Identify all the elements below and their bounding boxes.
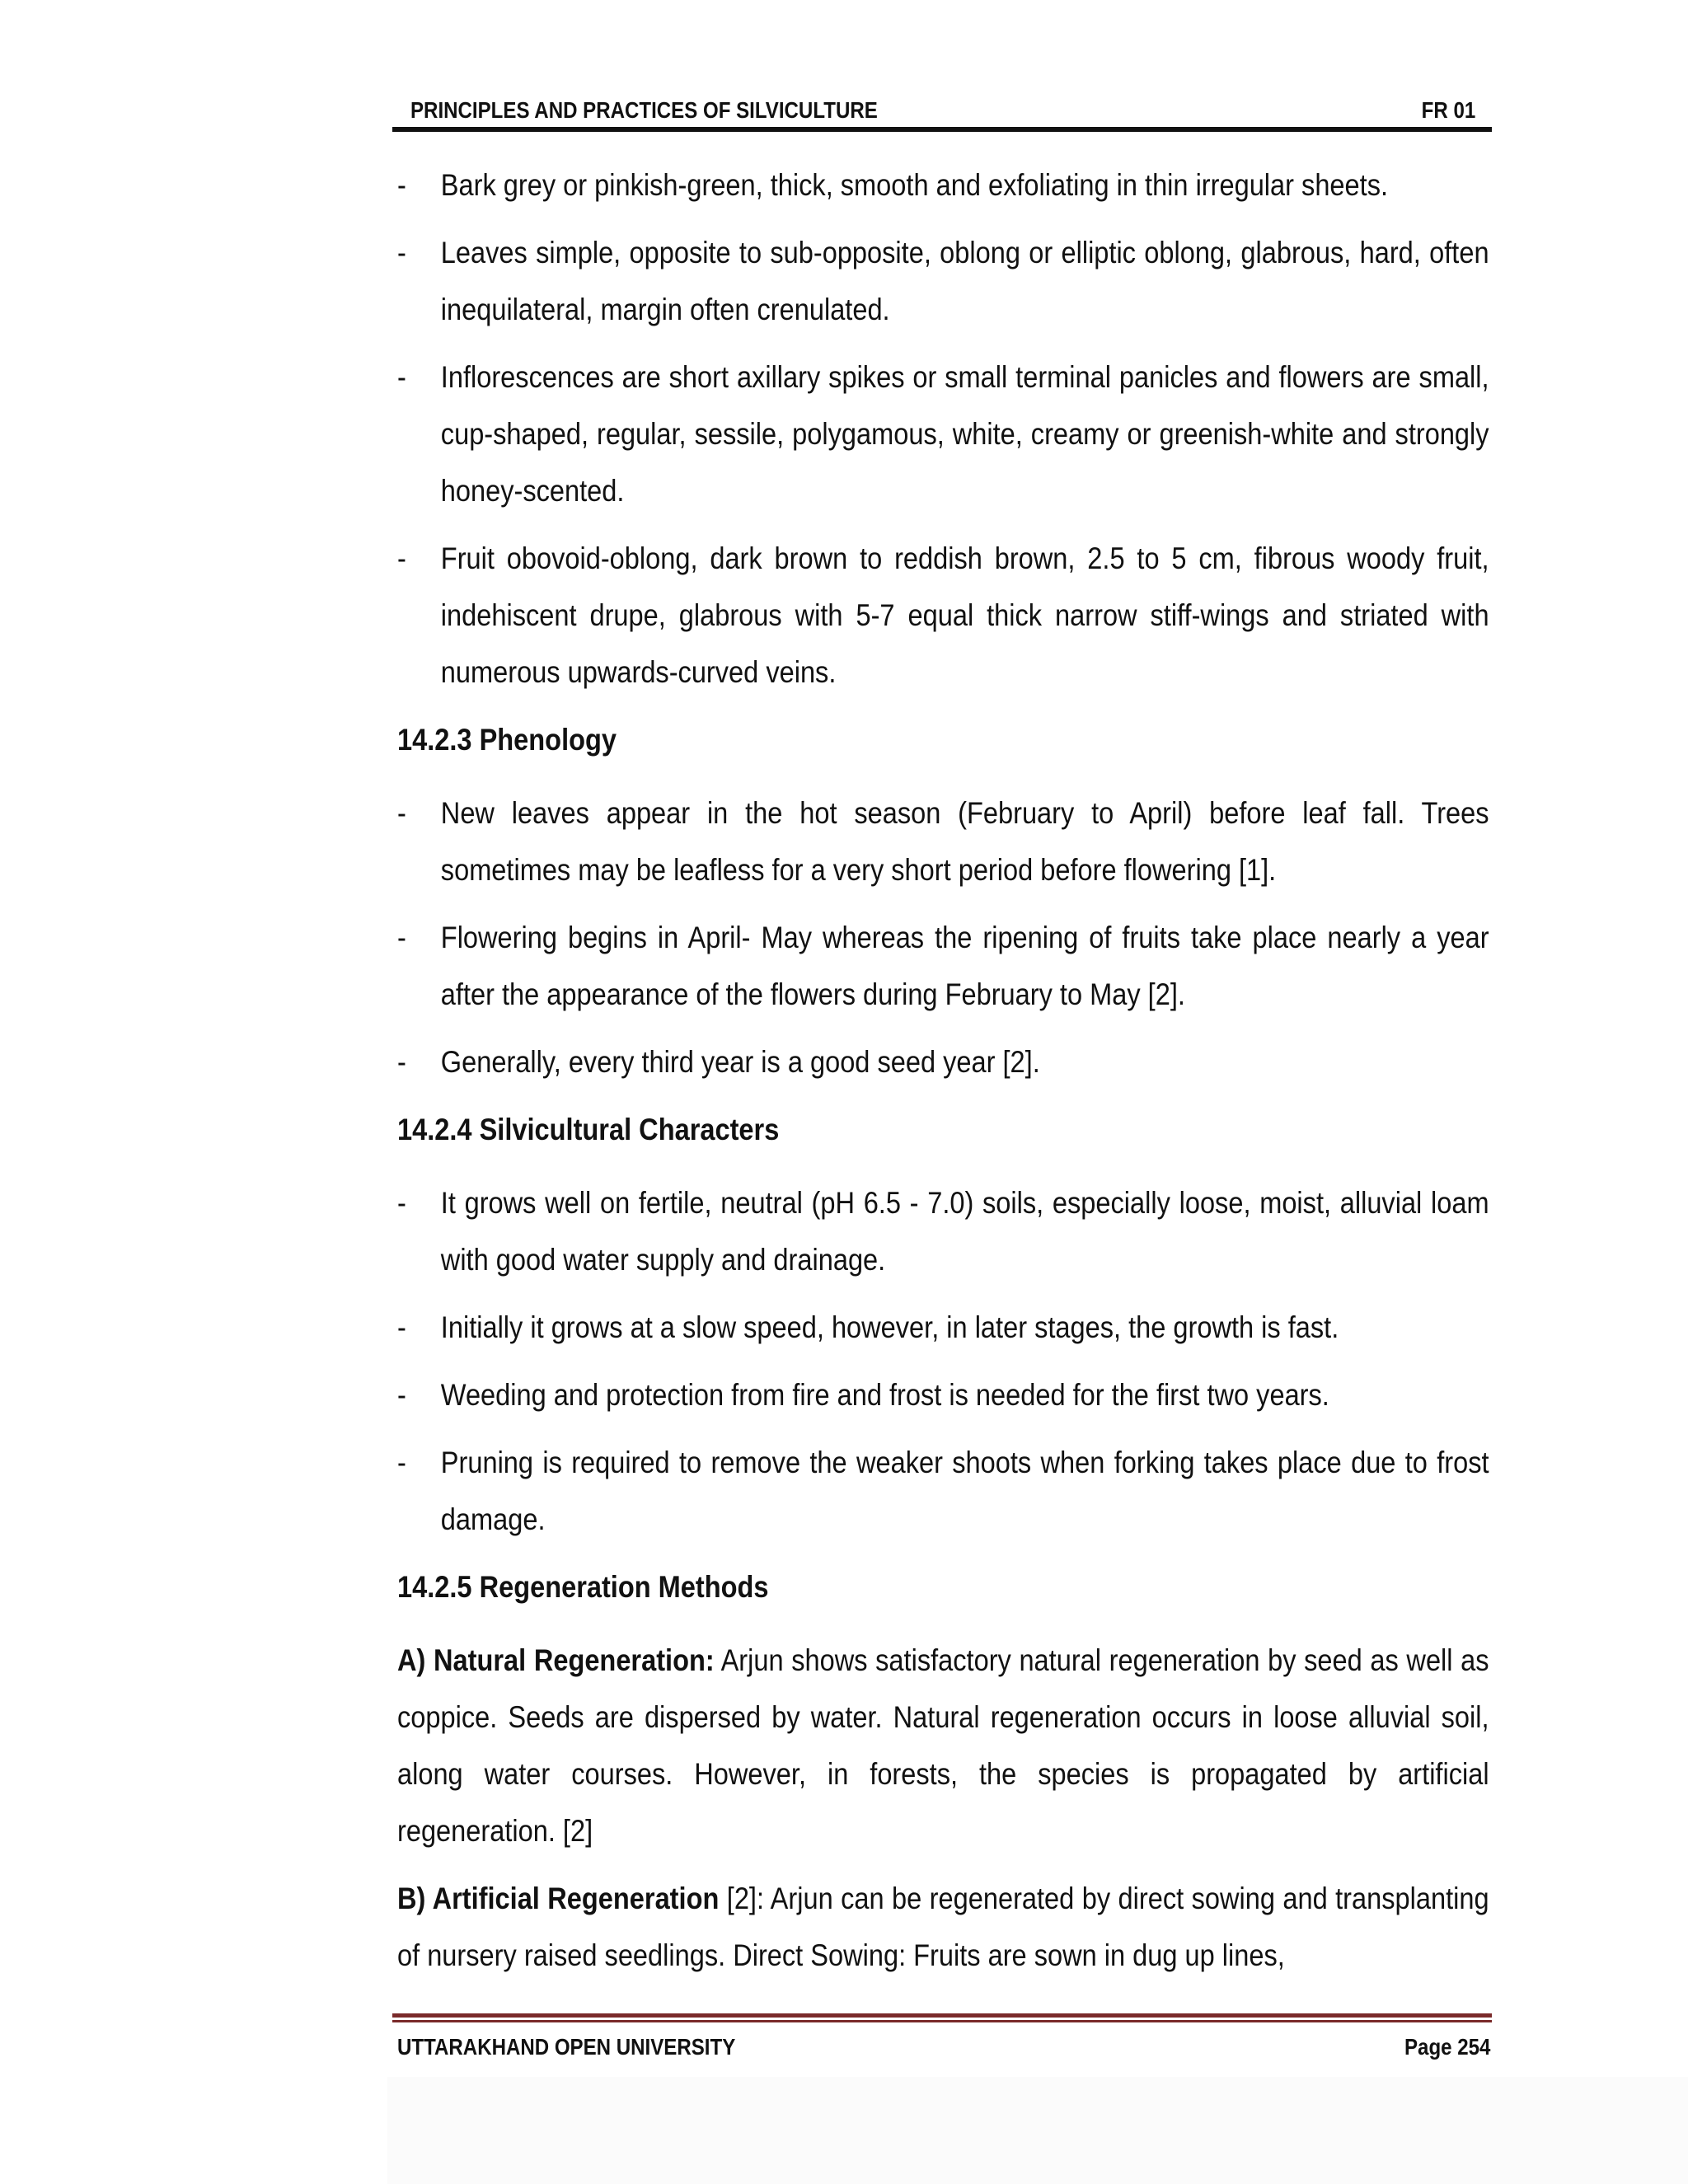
list-item xyxy=(397,1033,1489,1090)
list-item-text: Fruit obovoid-oblong, dark brown to reddish brown, 2.5 to 5 cm, fibrous woody fruit, indehiscent drupe, glabrous with 5-7 equal thick narrow stiff-wings and striated with numerous upwards-curved veins. xyxy=(440,541,1489,689)
bullet-dash: - xyxy=(397,921,406,954)
list-item-text: Inflorescences are short axillary spikes or small terminal panicles and flowers are small, cup-shaped, regular, sessile, polygamous, white, creamy or greenish-white and strongly honey-scented. xyxy=(440,360,1489,508)
artificial-regeneration-text: [2]: Arjun can be regenerated by direct sowing and transplanting of nursery raised seedlings. Direct Sowing: Fruits are sown in dug up lines, xyxy=(397,1882,1489,1972)
header-course-code: FR 01 xyxy=(1421,97,1475,123)
bullet-dash: - xyxy=(397,360,406,394)
footer-rule xyxy=(392,2013,1492,2018)
list-item xyxy=(397,909,1489,1023)
list-item xyxy=(397,530,1489,701)
header-title: PRINCIPLES AND PRACTICES OF SILVICULTURE xyxy=(410,97,878,123)
bullet-dash: - xyxy=(397,1310,406,1344)
header-rule xyxy=(392,127,1492,132)
list-item-text: Pruning is required to remove the weaker shoots when forking takes place due to frost damage. xyxy=(440,1446,1489,1536)
list-item-text: Bark grey or pinkish-green, thick, smooth and exfoliating in thin irregular sheets. xyxy=(440,168,1389,202)
list-item-text: Generally, every third year is a good seed year [2]. xyxy=(440,1045,1040,1079)
paragraph-artificial-regeneration xyxy=(397,1870,1489,1984)
bullet-dash: - xyxy=(397,1186,406,1220)
section-heading-phenology: 14.2.3 Phenology xyxy=(397,723,617,757)
page-header xyxy=(396,97,1490,127)
page-number: Page 254 xyxy=(1404,2034,1490,2060)
list-item xyxy=(397,1366,1489,1423)
list-item xyxy=(397,1174,1489,1288)
bullet-dash: - xyxy=(397,168,406,202)
bullet-dash: - xyxy=(397,1378,406,1412)
list-item-text: It grows well on fertile, neutral (pH 6.5 - 7.0) soils, especially loose, moist, alluvial loam with good water supply and drainage. xyxy=(440,1186,1489,1277)
bullet-dash: - xyxy=(397,236,406,269)
section-heading-regeneration: 14.2.5 Regeneration Methods xyxy=(397,1570,769,1604)
footer-university: UTTARAKHAND OPEN UNIVERSITY xyxy=(397,2034,736,2060)
list-item xyxy=(397,1434,1489,1548)
artificial-regeneration-label: B) Artificial Regeneration xyxy=(397,1882,720,1915)
list-item-text: Initially it grows at a slow speed, however, in later stages, the growth is fast. xyxy=(440,1310,1339,1344)
list-item xyxy=(397,224,1489,338)
scan-shadow xyxy=(387,2077,1688,2184)
paragraph-natural-regeneration xyxy=(397,1632,1489,1859)
list-item xyxy=(397,1299,1489,1356)
bullet-dash: - xyxy=(397,1446,406,1479)
bullet-dash: - xyxy=(397,1045,406,1079)
footer-rule-thin xyxy=(392,2020,1492,2022)
bullet-dash: - xyxy=(397,796,406,830)
page-body xyxy=(397,157,1489,1994)
list-item xyxy=(397,349,1489,519)
list-item-text: Weeding and protection from fire and frost is needed for the first two years. xyxy=(440,1378,1329,1412)
list-item-text: Flowering begins in April- May whereas the ripening of fruits take place nearly a year after the appearance of the flowers during February to May [2]. xyxy=(440,921,1489,1011)
list-item xyxy=(397,785,1489,898)
section-heading-silvicultural: 14.2.4 Silvicultural Characters xyxy=(397,1113,780,1146)
list-item xyxy=(397,157,1489,213)
natural-regeneration-label: A) Natural Regeneration: xyxy=(397,1643,715,1677)
bullet-dash: - xyxy=(397,541,406,575)
natural-regeneration-text: Arjun shows satisfactory natural regeneration by seed as well as coppice. Seeds are dispersed by water. Natural regeneration occurs in loose alluvial soil, along water courses. However, in forests, the species is propagated by artificial regeneration. [2] xyxy=(397,1643,1489,1848)
page-footer xyxy=(396,2034,1490,2064)
list-item-text: New leaves appear in the hot season (February to April) before leaf fall. Trees sometimes may be leafless for a very short period before flowering [1]. xyxy=(440,796,1489,887)
list-item-text: Leaves simple, opposite to sub-opposite, oblong or elliptic oblong, glabrous, hard, often inequilateral, margin often crenulated. xyxy=(440,236,1489,326)
